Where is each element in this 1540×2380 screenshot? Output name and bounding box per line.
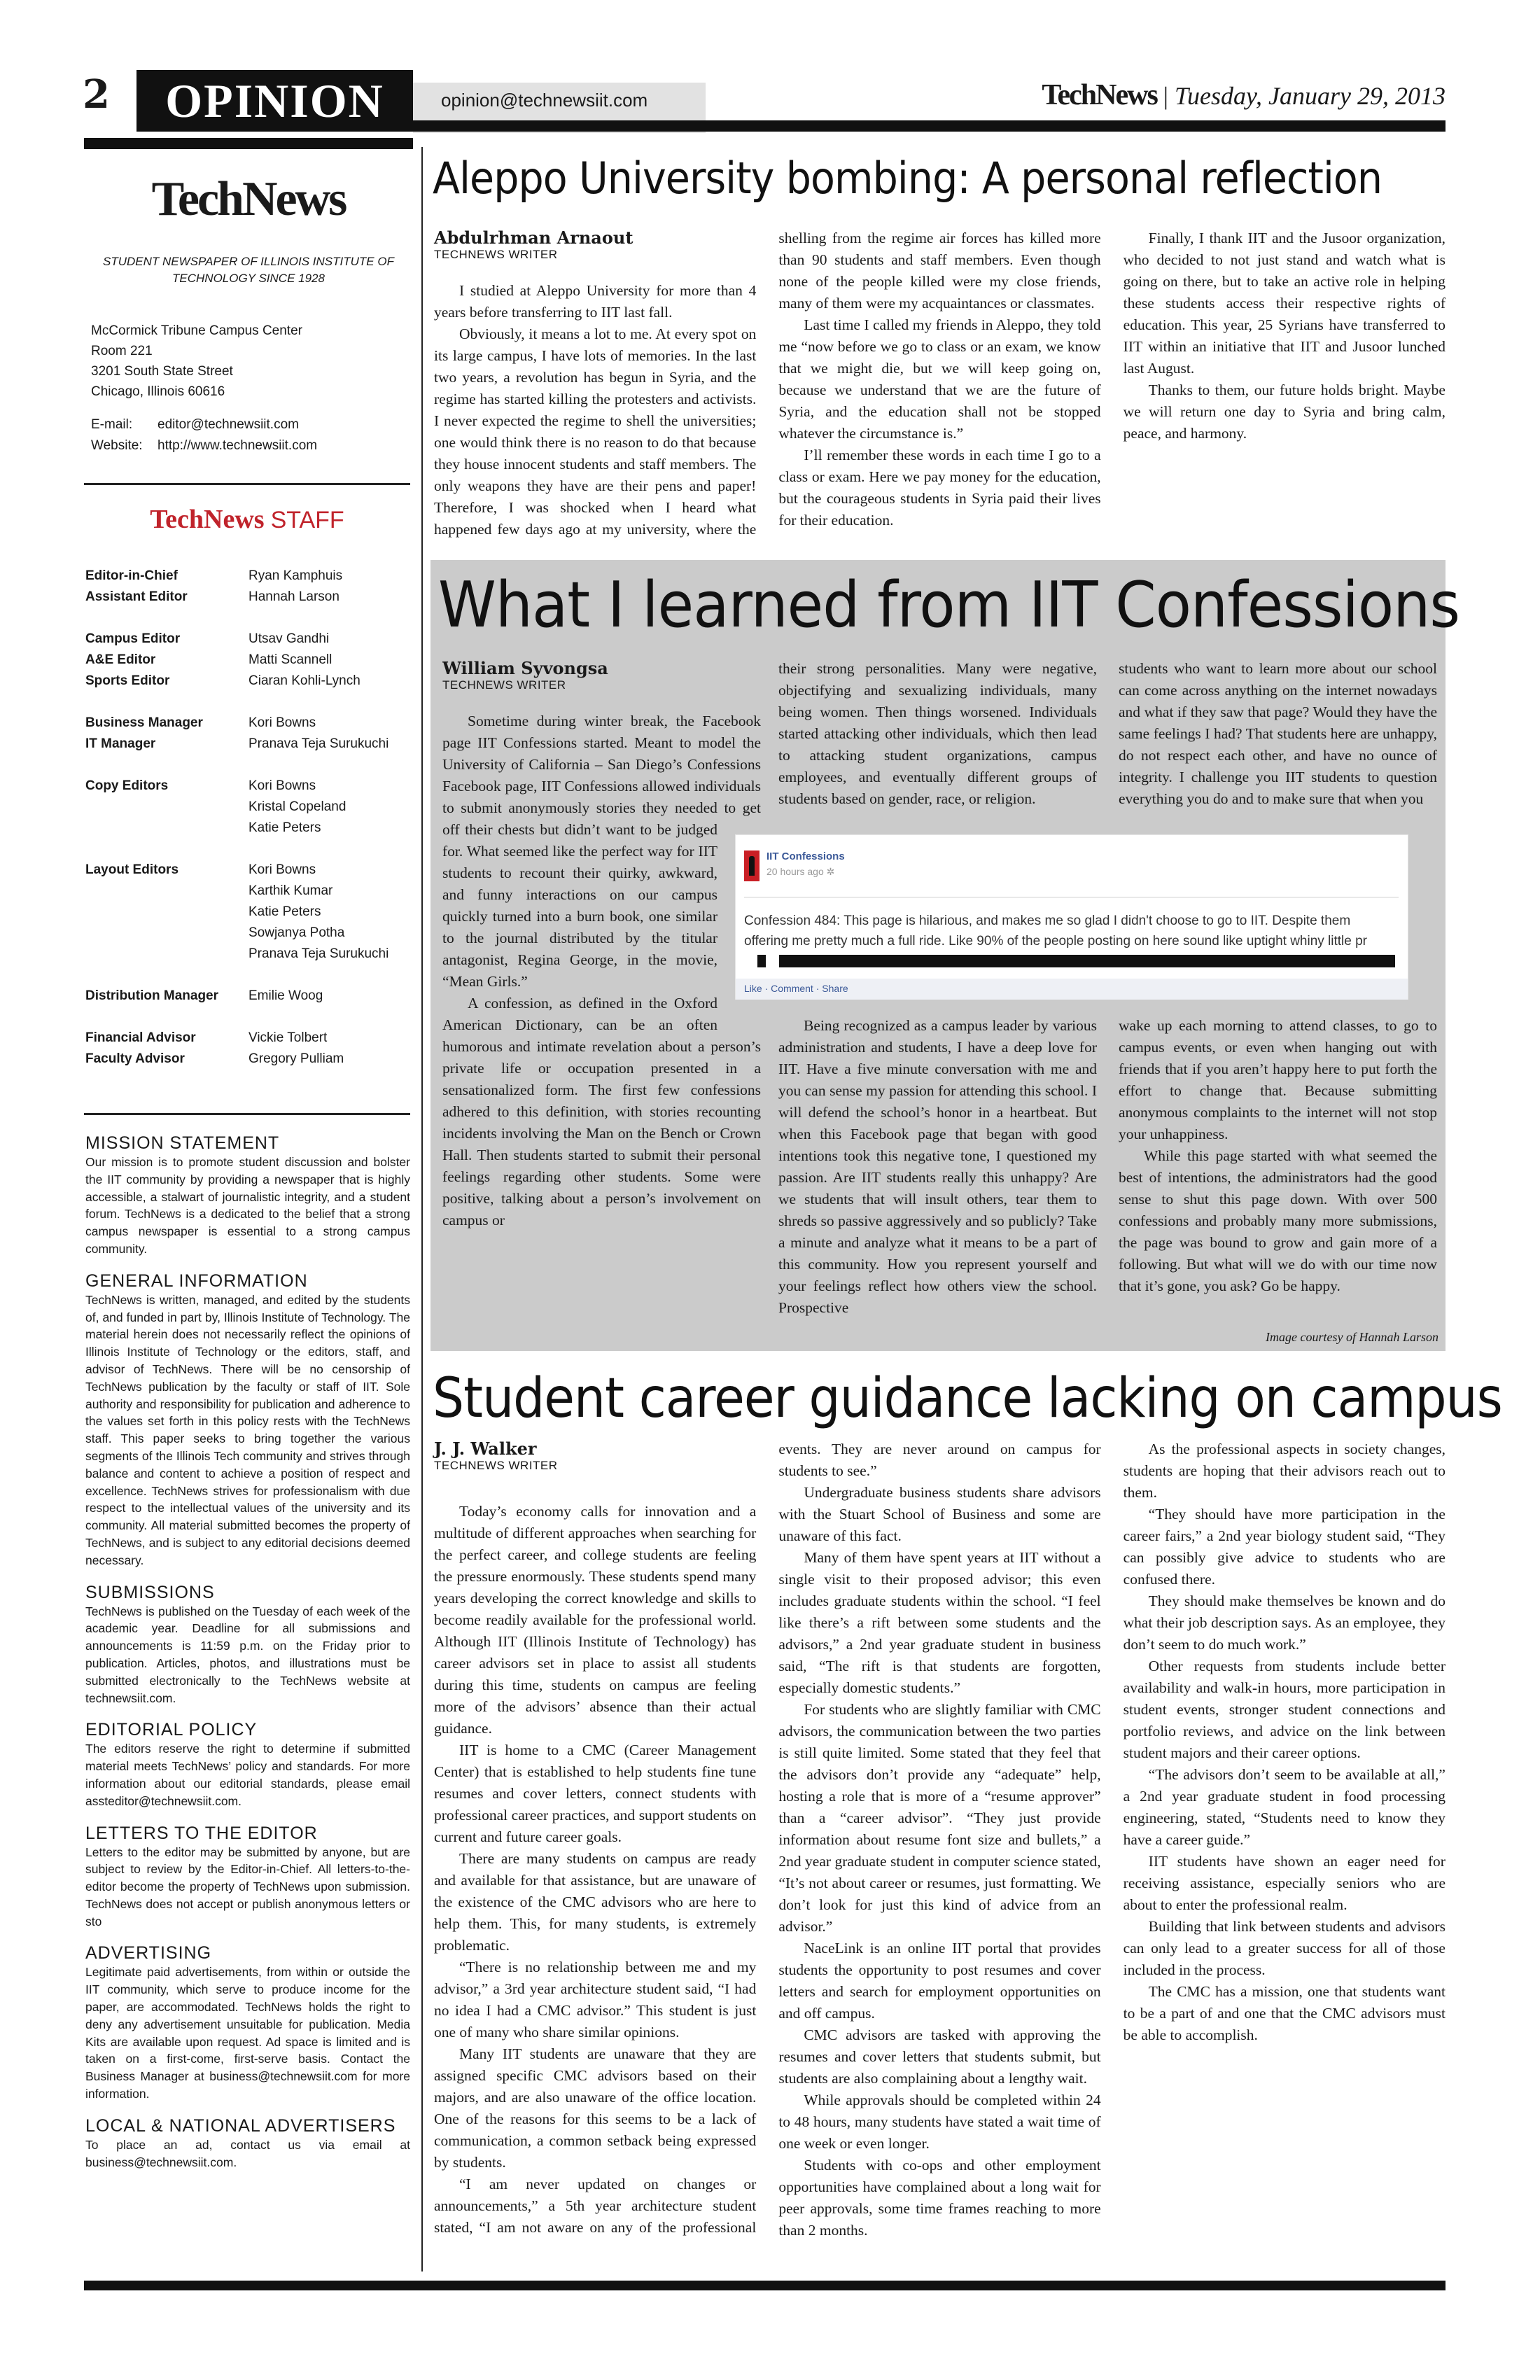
policy-heading: MISSION STATEMENT xyxy=(85,1133,280,1153)
policy-text: TechNews is written, managed, and edited by the students of, and funded in part by, Illinois Institute of Technology. The material herein does not necessarily reflect the opinions of Illinois Institute of Technology or the editors, staff, and advisor of TechNews. There will be no censorship of TechNews publication by the faculty or staff of IIT. Sole authority and responsibility for publication and adherence to the values set forth in this policy rests with the TechNews staff. This paper seeks to bring together the various segments of the Illinois Tech community and strives through balance and content to achieve a position of respect and excellence. TechNews strives for professionalism with due respect to the intellectual values of the university and its community. All material submitted becomes the property of TechNews, and is subject to any editorial decisions deemed necessary. xyxy=(85,1292,410,1567)
paragraph: As the professional aspects in society changes, students are hoping that their advisors reach out to them. xyxy=(1123,1441,1446,1501)
email-link[interactable]: editor@technewsiit.com xyxy=(158,417,299,432)
staff-name: Pranava Teja Surukuchi xyxy=(248,946,389,961)
byline-role: TECHNEWS WRITER xyxy=(442,678,566,692)
staff-row xyxy=(85,881,412,902)
article-column xyxy=(442,658,761,1330)
divider xyxy=(84,483,410,485)
policy-text: To place an ad, contact us via email at business@technewsiit.com. xyxy=(85,2137,410,2169)
staff-role: Editor-in-Chief xyxy=(85,568,178,583)
staff-group xyxy=(85,566,412,608)
column-divider xyxy=(421,147,423,2272)
policy-heading: ADVERTISING xyxy=(85,1943,212,1963)
staff-group xyxy=(85,860,412,965)
policy-heading: GENERAL INFORMATION xyxy=(85,1270,308,1291)
paragraph: Sometime during winter break, the Facebook page IIT Confessions started. Meant to model the University of California – San Diego’s Confessions Facebook page, IIT Confessions allowed individuals to submit anonymously stories they needed to get off their chests but didn’t want to be judged for. What seemed like the perfect way for IIT students to recount their quirky, awkward, and funny interactions on our campus quickly turned into a burn book, one similar to the journal distributed by the titular antagonist, Regina George, in the movie, “Mean Girls.” xyxy=(442,713,761,990)
email-label: E-mail: xyxy=(91,417,133,432)
staff-row xyxy=(85,986,412,1007)
staff-role xyxy=(85,902,248,923)
staff-row xyxy=(85,797,412,818)
gear-icon: ✲ xyxy=(826,866,835,877)
staff-row xyxy=(85,860,412,881)
staff-name: Hannah Larson xyxy=(248,589,340,604)
policy-section xyxy=(85,1270,410,1569)
policy-heading: LETTERS TO THE EDITOR xyxy=(85,1823,318,1843)
byline-role: TECHNEWS WRITER xyxy=(434,248,558,261)
paragraph: their strong personalities. Many were negative, objectifying and sexualizing individuals, many being women. Then things worsened. Individuals started attacking other individuals, which then lead to attacking student organizations, campus employees, and eventually different groups of students based on gender, race, or religion. xyxy=(778,660,1097,807)
policy-heading: SUBMISSIONS xyxy=(85,1582,215,1602)
page-number: 2 xyxy=(83,71,110,118)
staff-name: Gregory Pulliam xyxy=(248,1051,344,1066)
paragraph: Building that link between students and advisors can only lead to a greater success for all of those included in the process. xyxy=(1123,1918,1446,1978)
section-label: OPINION xyxy=(136,70,413,132)
paragraph: students who want to learn more about our school can come across anything on the internet nowadays and what if they saw that page? Would they have the same feelings I had? That students here are unhappy, do not respect each other, and have no ounce of integrity. I challenge you IIT students to question everything you do and to make sure that when you xyxy=(1119,660,1437,807)
staff-row xyxy=(85,818,412,839)
staff-name: Utsav Gandhi xyxy=(248,631,330,646)
paragraph: wake up each morning to attend classes, to go to campus events, or even when hanging out with friends that if you aren’t happy here to put forth the effort to change that. Because submitting anonymous complaints to the internet will not stop your unhappiness. xyxy=(1119,1017,1437,1142)
staff-role xyxy=(85,923,248,944)
staff-list xyxy=(85,566,412,1091)
policy-text: Legitimate paid advertisements, from within or outside the IIT community, which serve to produce income for the paper, are accommodated. TechNews holds the right to deny any advertisement unsuitable for publication. Media Kits are available upon request. Ad space is limited and is taken on a first-come, first-serve basis. Contact the Business Manager at business@technewsiit.com for more information. xyxy=(85,1965,410,2101)
staff-name: Katie Peters xyxy=(248,904,321,919)
paragraph: “I am never updated on changes or announcements,” a 5th year architecture student stated, “I am not aware on any of the professional events. They are never around on campus for students to see.” xyxy=(434,1441,1101,2236)
paragraph: Today’s economy calls for innovation and a multitude of different approaches when searching for the perfect career, and college students are feeling the pressure enormously. These students spend many years developing the correct knowledge and skills to become readily available for the professional world. Although IIT (Illinois Institute of Technology) has career advisors set in place to assist all students during this time, students on campus are feeling more of the advisors’ absence than their actual guidance. xyxy=(434,1503,757,1737)
paragraph: Finally, I thank IIT and the Jusoor organization, who decided to not just stand and watch what is going on there, but to take an active role in helping these students access their respective rights of education. This year, 25 Syrians have transferred to IIT within an initiative that IIT and Jusoor lunched last August. xyxy=(1123,230,1446,377)
staff-name: Kristal Copeland xyxy=(248,799,346,814)
policy-section xyxy=(85,1942,410,2102)
paragraph: There are many students on campus are ready and available for that assistance, but are unaware of the existence of the CMC advisors who are here to help them. This, for many students, is extremely problematic. xyxy=(434,1850,757,1954)
staff-name: Kori Bowns xyxy=(248,778,316,793)
staff-role: Business Manager xyxy=(85,715,203,730)
staff-name: Kori Bowns xyxy=(248,862,316,877)
policies xyxy=(85,1133,410,2171)
staff-name: Ryan Kamphuis xyxy=(248,568,343,583)
redaction-bar xyxy=(757,955,766,967)
policy-text: Our mission is to promote student discussion and bolster the IIT community by providing a newspaper that is highly accessible, a stalwart of journalistic integrity, and a student forum. TechNews is a dedicated to the belief that a strong campus newspaper is essential to a strong campus community. xyxy=(85,1155,410,1256)
staff-group xyxy=(85,1028,412,1070)
staff-title-brand: TechNews xyxy=(150,505,265,534)
staff-row xyxy=(85,944,412,965)
staff-title-text: STAFF xyxy=(270,507,344,533)
staff-name: Pranava Teja Surukuchi xyxy=(248,736,389,751)
staff-row xyxy=(85,902,412,923)
policy-section xyxy=(85,2115,410,2171)
paragraph: Other requests from students include better availability and walk-in hours, more participation in student events, stronger student connections and portfolio reviews, and advice on the link between student majors and their career options. xyxy=(1123,1658,1446,1761)
image-caption: Image courtesy of Hannah Larson xyxy=(1266,1330,1438,1344)
footer-rule xyxy=(84,2281,1446,2290)
staff-role: Financial Advisor xyxy=(85,1030,196,1045)
paragraph: Many IIT students are unaware that they are assigned specific CMC advisors based on their majors, and are also unaware of the office location. One of the reasons for this seems to be a lack of communication, a common setback being expressed by students. xyxy=(434,2045,757,2171)
staff-role: Copy Editors xyxy=(85,778,169,793)
staff-name: Kori Bowns xyxy=(248,715,316,730)
paragraph: While approvals should be completed within 24 to 48 hours, many students have stated a wait time of one week or even longer. xyxy=(778,2092,1101,2152)
paragraph: IIT students have shown an eager need for receiving assistance, especially seniors who are about to enter the professional realm. xyxy=(1123,1853,1446,1913)
paragraph: The CMC has a mission, one that students want to be a part of and one that the CMC advisors must be able to accomplish. xyxy=(1123,1983,1446,2043)
paragraph: Students with co-ops and other employment opportunities have complained about a long wait for peer approvals, some time frames reaching to more than 2 months. xyxy=(778,2157,1101,2239)
paragraph: While this page started with what seemed the best of intentions, the administrators had the good sense to shut this page down. With over 500 confessions and probably many more submissions, the page was bound to grow and gain more of a following. But what will we do with our time now that it’s gone, you ask? Go be happy. xyxy=(1119,1147,1437,1294)
address xyxy=(91,321,302,402)
masthead xyxy=(1042,78,1446,112)
staff-role xyxy=(85,881,248,902)
address-line: 3201 South State Street xyxy=(91,364,233,379)
staff-row xyxy=(85,566,412,587)
paragraph: I studied at Aleppo University for more than 4 years before transferring to IIT last fall. xyxy=(434,282,757,321)
paragraph: Many of them have spent years at IIT without a single visit to their proposed advisor; this even includes graduate students within the school. “I feel like there’s a rift between some students and the advisors,” a 2nd year graduate student in business said, “The rift is that students are forgotten, especially domestic students.” xyxy=(778,1549,1101,1696)
masthead-separator: | xyxy=(1163,82,1169,110)
staff-role xyxy=(85,944,248,965)
article-column xyxy=(1119,658,1437,832)
redaction-bar xyxy=(779,955,1395,967)
post-time-text: 20 hours ago xyxy=(766,866,824,877)
staff-group xyxy=(85,986,412,1007)
policy-text: The editors reserve the right to determine if submitted material meets TechNews’ policy and standards. For more information about our editorial standards, please email assteditor@technewsiit.com. xyxy=(85,1742,410,1808)
article-column xyxy=(778,658,1097,832)
staff-group xyxy=(85,776,412,839)
staff-role: Sports Editor xyxy=(85,673,170,688)
byline: J. J. Walker xyxy=(434,1438,537,1459)
staff-row xyxy=(85,713,412,734)
address-line: McCormick Tribune Campus Center xyxy=(91,323,302,338)
page-name: IIT Confessions xyxy=(766,850,845,862)
staff-row xyxy=(85,587,412,608)
policy-section xyxy=(85,1133,410,1258)
paragraph: “There is no relationship between me and my advisor,” a 3rd year architecture student said, “I had no idea I had a CMC advisor.” This student is just one of many who share similar opinions. xyxy=(434,1959,757,2040)
staff-role: Assistant Editor xyxy=(85,589,188,604)
share-link: Share xyxy=(822,983,848,994)
post-separator xyxy=(744,897,1399,898)
paragraph: I’ll remember these words in each time I go to a class or exam. Here we pay money for the education, but the courageous students in Syria paid their lives for their education. xyxy=(778,447,1101,528)
issue-date: Tuesday, January 29, 2013 xyxy=(1175,82,1446,110)
header-rule xyxy=(413,120,1446,132)
tagline: STUDENT NEWSPAPER OF ILLINOIS INSTITUTE OF TECHNOLOGY SINCE 1928 xyxy=(103,255,394,285)
byline: Abdulrhman Arnaout xyxy=(434,227,634,248)
staff-row xyxy=(85,734,412,755)
section-email-text: opinion@technewsiit.com xyxy=(441,90,648,111)
address-line: Room 221 xyxy=(91,344,153,358)
staff-role: Distribution Manager xyxy=(85,988,219,1003)
paragraph: Thanks to them, our future holds bright. Maybe we will return one day to Syria and bring calm, peace, and harmony. xyxy=(1123,382,1446,442)
staff-role: IT Manager xyxy=(85,736,156,751)
staff-group xyxy=(85,629,412,692)
sidebar-logo: TechNews xyxy=(151,172,346,226)
paragraph: Being recognized as a campus leader by various administration and students, I have a deep love for IIT. Have a five minute conversation with me and you can sense my passion for attending this school. I will defend the school’s honor in a heartbeat. But when this Facebook page that began with good intentions took this negative tone, I questioned my passion. Are IIT students really this unhappy? Are we students that will insult others, tear them to shreds so passive aggressively and so publicly? Take a minute and analyze what it means to be a part of this community. How you represent yourself and your feelings reflect how others view the school. Prospective xyxy=(778,1017,1097,1316)
article-column xyxy=(778,1015,1097,1330)
staff-row xyxy=(85,671,412,692)
article-body-career xyxy=(434,1438,1446,2268)
paragraph: CMC advisors are tasked with approving the resumes and cover letters that students submit, but students are also complaining about a lengthy wait. xyxy=(778,2026,1101,2087)
article-headline: Student career guidance lacking on campus xyxy=(433,1367,1502,1430)
staff-role: Layout Editors xyxy=(85,862,179,877)
staff-name: Karthik Kumar xyxy=(248,883,333,898)
staff-row xyxy=(85,650,412,671)
paragraph: Last time I called my friends in Aleppo, they told me “now before we go to class or an exam, we know that we might die, but we will keep going on, because we understand that we are the future of Syria, and the education shall not be stopped whatever the circumstance is.” xyxy=(778,316,1101,442)
paragraph: A confession, as defined in the Oxford American Dictionary, can be an often humorous and intimate revelation about a person’s private life or occupation presented in a sensationalized form. The first few confessions adhered to this definition, with stories recounting incidents involving the Man on the Bench or Crown Hall. Then students started to submit their personal feelings regarding other students. Some were positive, talking about a person’s involvement on campus or xyxy=(442,995,761,1228)
policy-section xyxy=(85,1582,410,1707)
policy-text: Letters to the editor may be submitted by anyone, but are subject to review by the Editor-in-Chief. All letters-to-the-editor become the property of TechNews upon submission. TechNews does not accept or publish anonymous letters or sto xyxy=(85,1844,410,1928)
comment-link: Comment xyxy=(771,983,813,994)
staff-role xyxy=(85,797,248,818)
facebook-post-image xyxy=(735,834,1408,1000)
post-actions: Like · Comment · Share xyxy=(736,979,1408,1000)
post-time xyxy=(766,866,834,878)
staff-title xyxy=(84,504,410,535)
staff-name: Vickie Tolbert xyxy=(248,1030,328,1045)
staff-name: Katie Peters xyxy=(248,820,321,835)
paragraph: They should make themselves be known and do what their job description says. As an employee, they don’t seem to do much work.” xyxy=(1123,1592,1446,1653)
policy-heading: LOCAL & NATIONAL ADVERTISERS xyxy=(85,2115,396,2136)
staff-name: Matti Scannell xyxy=(248,652,332,667)
divider xyxy=(84,1113,410,1115)
policy-section xyxy=(85,1719,410,1809)
staff-role xyxy=(85,818,248,839)
staff-role: Campus Editor xyxy=(85,631,181,646)
paragraph: For students who are slightly familiar with CMC advisors, the communication between the two parties is still quite limited. Some stated that they feel that the advisors don’t provide any “adequate” help, hosting a role that is more of a “resume approver” than a “career advisor”. “They just provide information about resume font size and bullets,” a 2nd year graduate student in computer science stated, “It’s not about career or resumes, just formatting. We don’t look for just this kind of advice from an advisor.” xyxy=(778,1701,1101,1935)
staff-group xyxy=(85,713,412,755)
website-link[interactable]: http://www.technewsiit.com xyxy=(158,438,318,453)
paragraph: “The advisors don’t seem to be available at all,” a 2nd year graduate student in food processing engineering, stated, “Students need to know they have a career guide.” xyxy=(1123,1766,1446,1848)
byline-role: TECHNEWS WRITER xyxy=(434,1459,558,1472)
article-body-aleppo xyxy=(434,227,1446,550)
staff-row xyxy=(85,629,412,650)
policy-text: TechNews is published on the Tuesday of each week of the academic year. Deadline for all submissions and announcements is 11:59 p.m. on the Friday prior to publication. Articles, photos, and illustrations must be submitted electronically to the TechNews website at technewsiit.com. xyxy=(85,1604,410,1705)
staff-role: A&E Editor xyxy=(85,652,156,667)
contact-info xyxy=(91,414,317,456)
masthead-logo: TechNews xyxy=(1042,79,1157,111)
paragraph: IIT is home to a CMC (Career Management Center) that is established to help students fine tune resumes and cover letters, connect students with professional career practices, and support students on current and future career goals. xyxy=(434,1742,757,1845)
paragraph: “They should have more participation in the career fairs,” a 2nd year biology student said, “They can possibly give advice to students who are confused there. xyxy=(1123,1506,1446,1588)
sidebar-rule xyxy=(84,138,413,149)
paragraph: Obviously, it means a lot to me. At every spot on its large campus, I have lots of memories. In the last two years, a revolution has begun in Syria, and the regime has started killing the protesters and activists. I never expected the regime to shell the universities; one would think there is no reason to do that because they house innocent students and staff members. The only weapons they have are their pens and paper! Therefore, I was shocked when I heard what happened few days ago at my university, where the shelling from the regime air forces has killed more than 90 students and staff members. Even though none of the people killed were my close friends, many of them were my acquaintances or classmates. xyxy=(434,230,1101,538)
staff-name: Ciaran Kohli-Lynch xyxy=(248,673,360,688)
staff-name: Emilie Woog xyxy=(248,988,323,1003)
article-headline: Aleppo University bombing: A personal reflection xyxy=(433,153,1382,204)
like-link: Like xyxy=(744,983,762,994)
staff-row xyxy=(85,776,412,797)
staff-row xyxy=(85,923,412,944)
staff-row xyxy=(85,1049,412,1070)
paragraph: NaceLink is an online IIT portal that provides students the opportunity to post resumes and cover letters and search for employment opportunities on and off campus. xyxy=(778,1940,1101,2022)
article-headline: What I learned from IIT Confessions xyxy=(438,568,1460,642)
staff-row xyxy=(85,1028,412,1049)
paragraph: Undergraduate business students share advisors with the Stuart School of Business and some are unaware of this fact. xyxy=(778,1484,1101,1544)
article-column xyxy=(1119,1015,1437,1330)
address-line: Chicago, Illinois 60616 xyxy=(91,384,225,399)
staff-name: Sowjanya Potha xyxy=(248,925,345,940)
policy-heading: EDITORIAL POLICY xyxy=(85,1720,258,1740)
post-text: Confession 484: This page is hilarious, and makes me so glad I didn't choose to go to IIT. Despite them offering me pretty much a full ride. Like 90% of the people posting on here sound like uptight whiny little pr xyxy=(744,913,1368,948)
policy-section xyxy=(85,1823,410,1931)
byline: William Syvongsa xyxy=(442,658,608,678)
staff-role: Faculty Advisor xyxy=(85,1051,185,1066)
page-avatar-icon xyxy=(744,850,760,881)
website-label: Website: xyxy=(91,438,143,453)
